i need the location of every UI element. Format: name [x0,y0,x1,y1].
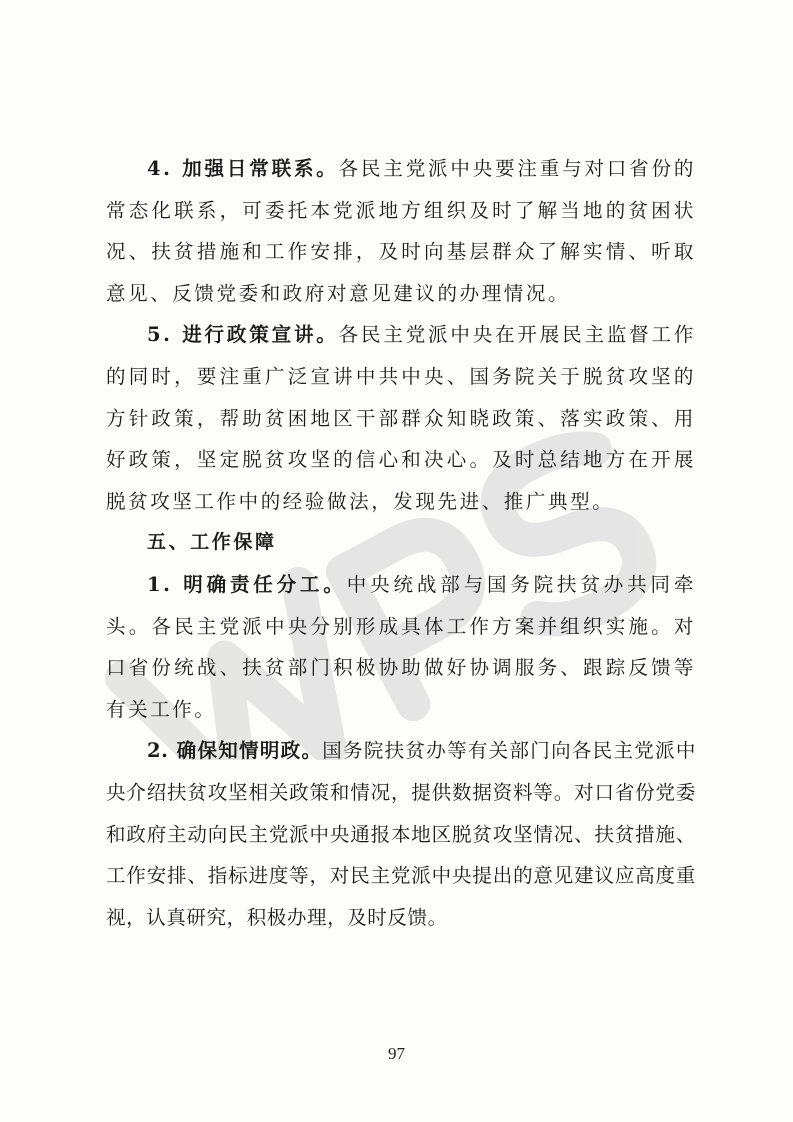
section-heading: 五、工作保障 [147,531,277,554]
paragraph-text: 各民主党派中央在开展民主监督工作的同时，要注重广泛宣讲中共中央、国务院关于脱贫攻坚的方针政策，帮助贫困地区干部群众知晓政策、落实政策、用好政策，坚定脱贫攻坚的信心和决心。及时总结地方在开展脱贫攻坚工作中的经验做法，发现先进、推广典型。 [106,323,696,513]
paragraph-text: 国务院扶贫办等有关部门向各民主党派中央介绍扶贫攻坚相关政策和情况，提供数据资料等。对口省份党委和政府主动向民主党派中央通报本地区脱贫攻坚情况、扶贫措施、工作安排、指标进度等，对民主党派中央提出的意见建议应高度重视，认真研究，积极办理，及时反馈。 [106,739,696,929]
paragraph-clarify-responsibility [106,564,696,730]
paragraph-lead: 1. 明确责任分工。 [147,572,347,596]
paragraph-ensure-information [106,730,696,938]
paragraph-lead: 4. 加强日常联系。 [147,157,339,180]
paragraph-text: 中央统战部与国务院扶贫办共同牵头。各民主党派中央分别形成具体工作方案并组织实施。对口省份统战、扶贫部门积极协助做好协调服务、跟踪反馈等有关工作。 [106,572,696,721]
paragraph-lead: 5. 进行政策宣讲。 [147,323,339,347]
document-body [106,148,696,938]
paragraph-policy-preaching [106,314,696,522]
paragraph-strengthen-contact [106,148,696,314]
page-number: 97 [388,1044,405,1063]
paragraph-text: 各民主党派中央要注重与对口省份的常态化联系，可委托本党派地方组织及时了解当地的贫困状况、扶贫措施和工作安排，及时向基层群众了解实情、听取意见、反馈党委和政府对意见建议的办理情况。 [106,157,696,305]
paragraph-lead: 2. 确保知情明政。 [147,739,323,763]
